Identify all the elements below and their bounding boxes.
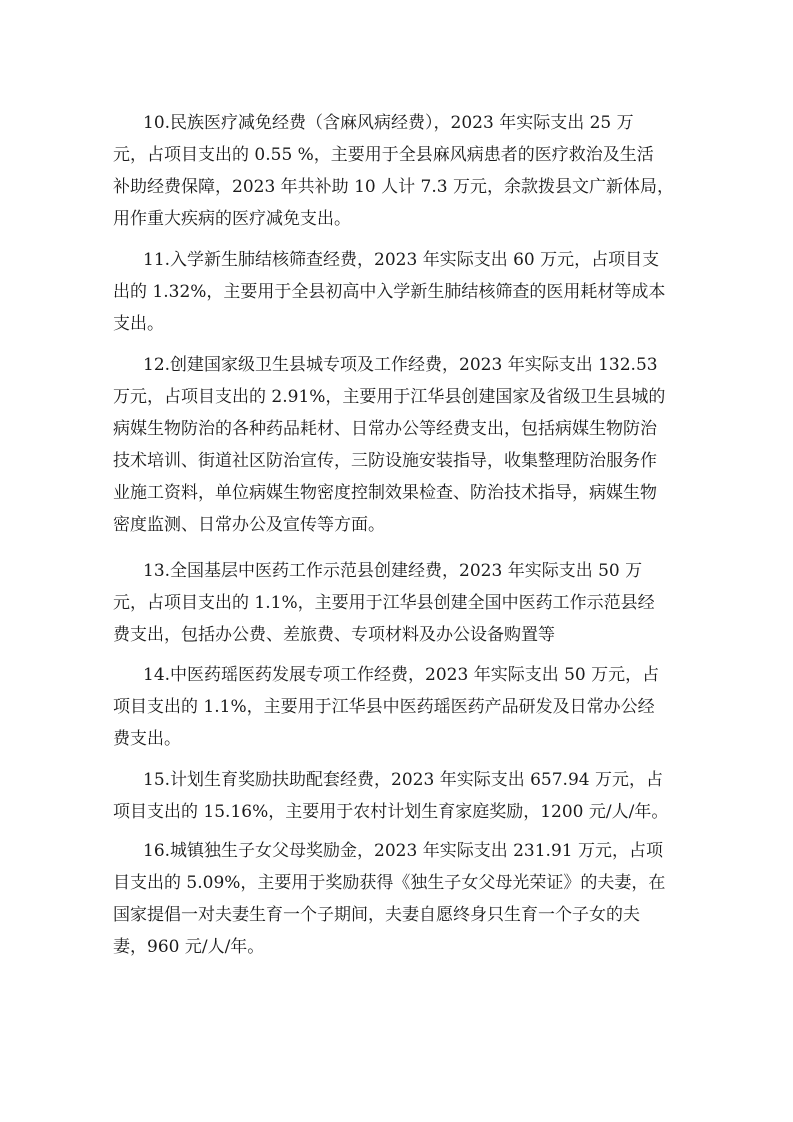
text-line: 业施工资料，单位病媒生物密度控制效果检查、防治技术指导，病媒生物 [113, 483, 657, 503]
text-line: 12.创建国家级卫生县城专项及工作经费，2023 年实际支出 132.53 [143, 355, 658, 375]
text-line: 元，占项目支出的 1.1%，主要用于江华县创建全国中医药工作示范县经 [113, 593, 655, 613]
text-line: 11.入学新生肺结核筛查经费，2023 年实际支出 60 万元，占项目支 [143, 250, 660, 270]
text-line: 15.计划生育奖励扶助配套经费，2023 年实际支出 657.94 万元，占 [143, 770, 663, 790]
text-line: 14.中医药瑶医药发展专项工作经费，2023 年实际支出 50 万元，占 [143, 665, 660, 685]
text-line: 妻，960 元/人/年。 [113, 937, 265, 957]
text-line: 费支出。 [113, 729, 181, 749]
text-line: 16.城镇独生子女父母奖励金，2023 年实际支出 231.91 万元，占项 [143, 841, 663, 861]
text-line: 万元，占项目支出的 2.91%，主要用于江华县创建国家及省级卫生县城的 [113, 387, 666, 407]
text-line: 目支出的 5.09%，主要用于奖励获得《独生子女父母光荣证》的夫妻，在 [113, 873, 666, 893]
text-line: 密度监测、日常办公及宣传等方面。 [113, 515, 385, 535]
text-line: 项目支出的 1.1%，主要用于江华县中医药瑶医药产品研发及日常办公经 [113, 697, 655, 717]
text-line: 项目支出的 15.16%，主要用于农村计划生育家庭奖励，1200 元/人/年。 [113, 802, 669, 822]
text-line: 13.全国基层中医药工作示范县创建经费，2023 年实际支出 50 万 [143, 561, 643, 581]
text-line: 元，占项目支出的 0.55 %，主要用于全县麻风病患者的医疗救治及生活 [113, 145, 654, 165]
text-line: 病媒生物防治的各种药品耗材、日常办公等经费支出，包括病媒生物防治 [113, 419, 657, 439]
text-line: 用作重大疾病的医疗减免支出。 [113, 209, 351, 229]
text-line: 支出。 [113, 314, 164, 334]
text-line: 出的 1.32%，主要用于全县初高中入学新生肺结核筛查的医用耗材等成本 [113, 282, 666, 302]
text-line: 补助经费保障，2023 年共补助 10 人计 7.3 万元，余款拨县文广新体局， [113, 177, 674, 197]
text-line: 费支出，包括办公费、差旅费、专项材料及办公设备购置等 [113, 625, 555, 645]
text-line: 技术培训、街道社区防治宣传，三防设施安装指导，收集整理防治服务作 [113, 451, 657, 471]
text-line: 10.民族医疗减免经费（含麻风病经费），2023 年实际支出 25 万 [143, 113, 634, 133]
text-line: 国家提倡一对夫妻生育一个子期间，夫妻自愿终身只生育一个子女的夫 [113, 905, 640, 925]
